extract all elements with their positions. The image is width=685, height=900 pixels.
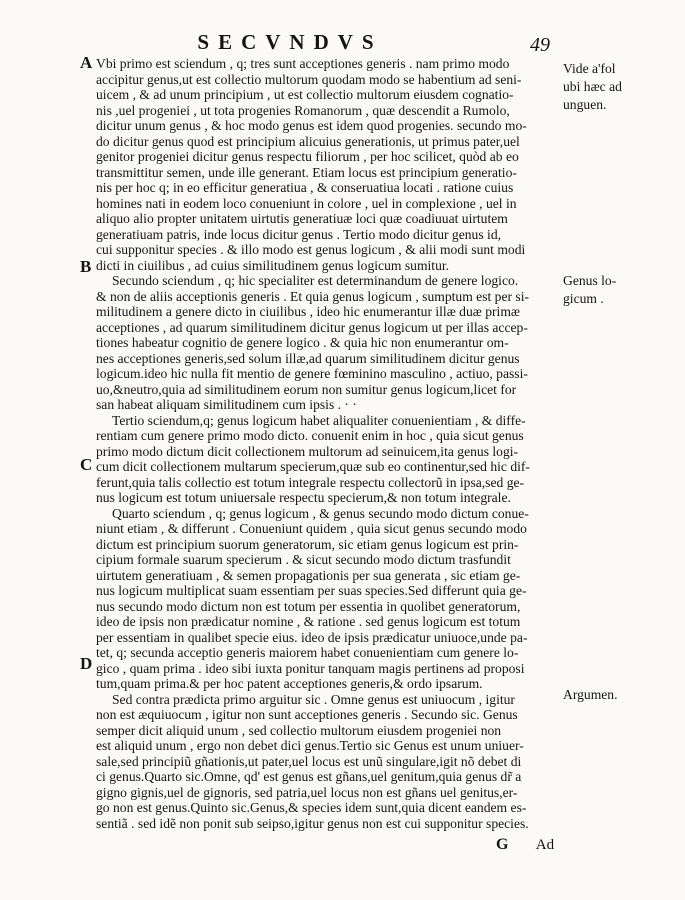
text-line: sale,sed principiũ gñationis,ut pater,uel locus est unũ singulare,igit nõ debet di [96,753,522,769]
text-line: tiones habeatur cognitio de genere logico . & quia hic non enumerantur om- [96,335,509,350]
section-letter-b: B [80,257,92,276]
margin-note-argumen [563,686,675,704]
text-line: & non de aliis acceptionis generis . Et quia genus logicum , sumptum est per si- [96,288,530,304]
text-line: nus logicum est totum uniuersale respectu specierum,& non totum integrale. [96,490,511,505]
signature-line [496,836,554,854]
margin-note-line: ubi hæc ad [563,79,622,94]
text-line: uirtutem generatiuam , & semen propagationis per sua generata , sic etiam ge- [96,567,521,583]
text-line: sentiã . sed idẽ non ponit sub seipso,igitur genus non est cui supponitur species. [96,815,529,831]
text-line: per essentiam in qualibet specie eius. ideo de ipsis prædicatur uniuoce,unde pa- [96,629,528,645]
text-line: nus logicum multiplicat suam essentiam per suas species.Sed differunt quia ge- [96,583,527,598]
margin-note-line: gicum . [563,291,604,306]
text-line: militudinem a genere dicto in ciuilibus , ideo hic enumerantur illæ duæ primæ [96,304,520,319]
margin-note-genus-logicum [563,272,675,308]
text-line: san habeat aliquam similitudinem cum ipsis . · · [96,397,357,412]
text-line: transmittitur semen, unde ille generant. Etiam locus est principium generatio- [96,164,517,180]
margin-note-vide [563,60,675,114]
text-line: Tertio sciendum,q; genus logicum habet aliqualiter conuenientiam , & diffe- [112,412,526,428]
text-line: cum dicit collectionem multarum specierum,quæ sub eo continentur,sed hic dif- [96,459,530,474]
margin-note-line: Genus lo- [563,273,617,288]
text-line: genitor progeniei dicitur genus respectu filiorum , per hoc scilicet, quòd ab eo [96,149,519,164]
text-line: semper dicit aliquid unum , sed collectio multorum eiusdem progeniei non [96,722,502,738]
text-line: Sed contra prædicta primo arguitur sic . Omne genus est uniuocum , igitur [112,691,515,707]
text-line: rentiam cum genere primo modo dicto. conuenit enim in hoc , quia sicut genus [96,428,524,443]
text-line: cui supponitur species . & illo modo est genus logicum , & alii modi sunt modi [96,242,526,257]
text-line: primo modo dictum dicit collectionem multorum ad seinuicem,ita genus logi- [96,443,519,459]
text-line: ferunt,quia talis collectio est totum integrale respectu collectorũ in ipsa,sed ge- [96,474,525,490]
section-letter-d: D [80,654,93,673]
margin-note-line: Argumen. [563,687,618,702]
text-line: generatiuam patris, inde locus dicitur genus . Tertio modo dicitur genus id, [96,226,502,242]
margin-note-line: Vide a'fol [563,61,616,76]
text-line: tet, q; secunda acceptio generis maiorem habet conuenientiam cum genere lo- [96,645,519,660]
text-line: est aliquid unum , ergo non debet dici genus.Tertio sic Genus est unum uniuer- [96,738,524,753]
text-line: nis ,uel progeniei , ut tota progenies Romanorum , quæ descendit a Rumolo, [96,102,510,118]
text-line: nes acceptiones generis,sed solum illæ,ad quarum similitudinem dicitur genus [96,350,520,366]
text-line: gico , quam prima . ideo sibi iuxta ponitur tanquam magis pertinens ad proposi [96,660,525,676]
running-head: SECVNDVS [197,30,383,54]
text-line: dictum est principium suorum generatorum, sic etiam genus logicum est prin- [96,536,519,552]
text-line: Vbi primo est sciendum , q; tres sunt acceptiones generis . nam primo modo [96,56,510,71]
text-line: ci genus.Quarto sic.Omne, qd' est genus est gñans,uel genitum,quia genus dr̃ a [96,769,522,784]
text-line: uicem , & ad unum principium , ut est collectio multorum eiusdem cognatio- [96,87,514,102]
page-number: 49 [530,34,550,56]
text-line: dicitur unum genus , & hoc modo genus est idem quod progenies. secundo mo- [96,118,527,133]
text-line: niunt etiam , & differunt . Conueniunt quidem , quia sicut genus secundo modo [96,521,527,536]
signature-mark: G [496,836,509,853]
text-line: aliquo alio propter unitatem uirtutis generatiuæ loci quæ coadiuuat uirtutem [96,211,508,226]
section-letter-a: A [80,53,93,72]
text-line: tum,quam prima.& per hoc patent acceptiones generis,& ordo ipsarum. [96,676,483,691]
catchword: Ad [535,837,555,853]
text-line: homines nati in eodem loco conueniunt in colore , uel in complexione , uel in [96,195,517,211]
text-line: nus secundo modo dictum non est totum per essentia in quolibet generatorum, [96,598,521,614]
text-line: Quarto sciendum , q; genus logicum , & genus secundo modo dictum conue- [112,505,529,521]
text-line: accipitur genus,ut est collectio multorum quodam modo se habentium ad seni- [96,71,522,87]
text-line: dicti in ciuilibus , ad cuius similitudinem genus logicum sumitur. [96,257,450,273]
text-line: go non est genus.Quinto sic.Genus,& species idem sunt,quia dicent eandem es- [96,800,527,815]
margin-note-line: unguen. [563,97,607,112]
text-line: do dicitur genus quod est principium alicuius generationis, ut primus pater,uel [96,133,520,149]
section-letter-c: C [80,455,93,474]
text-line: non est æquiuocum , igitur non sunt acceptiones generis . Secundo sic. Genus [96,707,518,722]
text-line: cipium formale suarum specierum . & sicut secundo modo dictum trasfundit [96,552,511,567]
text-line: logicum.ideo hic nulla fit mentio de genere fœminino masculino , actiuo, passi- [96,366,528,381]
text-line: Secundo sciendum , q; hic specialiter est determinandum de genere logico. [112,273,519,288]
text-line: acceptiones , ad quarum similitudinem dicitur genus logicum ut per illas accep- [96,319,528,335]
text-line: gigno gignis,uel de gignoris, sed patria,uel locus non est gñans uel genitus,er- [96,784,518,800]
text-line: ideo de ipsis non prædicatur nomine , & ratione . sed genus logicum est totum [96,614,521,629]
text-line: nis per hoc q; in eo efficitur generatiua , & conseruatiua locati . ratione cuius [96,180,514,195]
text-line: uo,&neutro,quia ad similitudinem eorum non sumitur genus logicum,licet for [96,381,517,397]
